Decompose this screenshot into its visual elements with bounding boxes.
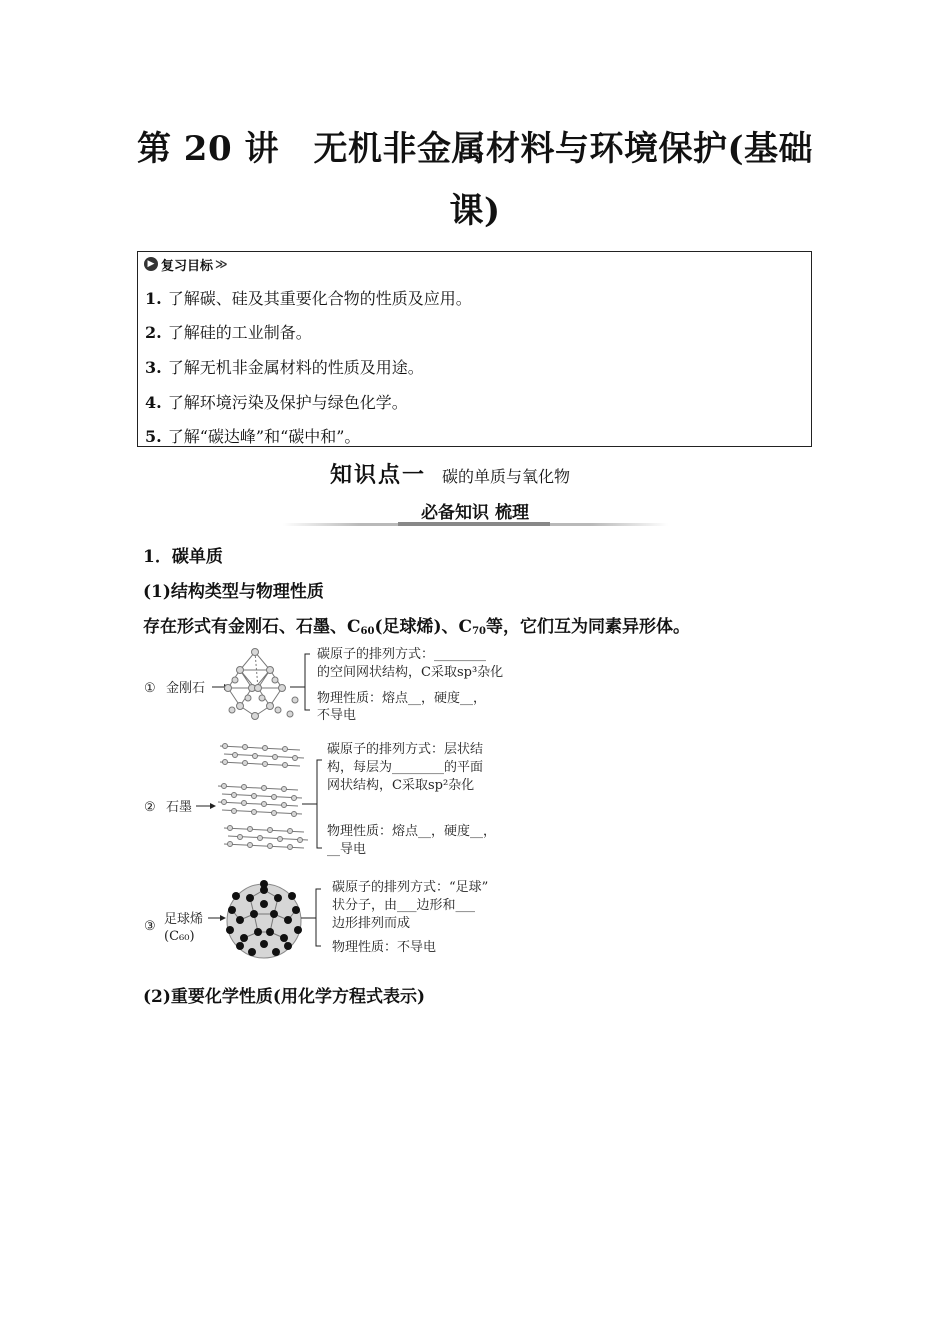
knowledge-point-topic: 碳的单质与氧化物 (442, 467, 571, 486)
graphite-marker: ② (144, 800, 156, 815)
arrow-head (220, 915, 226, 921)
goal-number: 2. (145, 323, 162, 342)
diamond-arrangement-1: 碳原子的排列方式：________ (317, 647, 487, 662)
goal-number: 4. (145, 393, 162, 412)
review-goals-box (137, 251, 812, 447)
graphite-structure-image (218, 744, 308, 850)
subsection-heading: (2)重要化学性质(用化学方程式表示) (143, 987, 426, 1007)
graphite-arrangement-1: 碳原子的排列方式：层状结 (327, 742, 484, 757)
goal-number: 1. (145, 289, 162, 308)
diamond-physical-1: 物理性质：熔点__，硬度__， (317, 691, 487, 706)
fullerene-structure-image (226, 880, 302, 958)
fullerene-arrangement-3: 边形排列而成 (332, 916, 411, 931)
diamond-physical-2: 不导电 (317, 708, 357, 723)
graphite-physical-2: __导电 (327, 842, 367, 857)
graphite-physical-1: 物理性质：熔点__，硬度__， (327, 824, 497, 839)
fullerene-arrangement-2: 状分子，由___边形和___ (332, 898, 476, 913)
graphite-name: 石墨 (166, 800, 193, 815)
play-icon: ▶ (144, 257, 158, 271)
diamond-group (144, 646, 503, 723)
knowledge-point-heading (330, 458, 570, 489)
bracket (301, 889, 321, 946)
goal-text: 了解环境污染及保护与绿色化学。 (167, 393, 408, 412)
goal-number: 3. (145, 358, 162, 377)
double-chevron-icon: ≫ (215, 257, 228, 271)
title-line-1: 第 20 讲 无机非金属材料与环境保护(基础 (136, 129, 814, 169)
goal-text: 了解硅的工业制备。 (167, 323, 312, 342)
intro-sentence (143, 612, 690, 637)
fullerene-formula: (C₆₀) (164, 929, 195, 944)
review-goals-title: 复习目标 (161, 258, 214, 274)
title-line-2: 课) (449, 191, 501, 231)
intro-text: (足球烯)、C (374, 617, 473, 637)
diamond-marker: ① (144, 681, 156, 696)
fullerene-physical: 物理性质：不导电 (332, 940, 437, 955)
diamond-name: 金刚石 (166, 681, 206, 696)
carbon-allotropes-figure (140, 640, 540, 970)
goal-number: 5. (145, 427, 162, 446)
goal-item (145, 424, 360, 447)
review-goals-header (144, 254, 228, 274)
fullerene-arrangement-1: 碳原子的排列方式：“足球” (332, 880, 489, 895)
goal-text: 了解碳、硅及其重要化合物的性质及应用。 (167, 289, 472, 308)
subsection-heading: (1)结构类型与物理性质 (143, 582, 324, 602)
subscript: 70 (472, 626, 486, 637)
intro-text: 存在形式有金刚石、石墨、C (143, 617, 361, 637)
bracket (302, 760, 322, 848)
subscript: 60 (360, 626, 375, 637)
subheading: 必备知识 梳理 (421, 503, 529, 523)
graphite-arrangement-2: 构，每层为________的平面 (327, 760, 484, 775)
fullerene-marker: ③ (144, 919, 156, 934)
goal-item (145, 286, 472, 309)
intro-text: 等，它们互为同素异形体。 (486, 617, 690, 637)
diamond-structure-image (225, 649, 299, 720)
knowledge-point-label: 知识点一 (330, 463, 427, 488)
fullerene-name: 足球烯 (164, 912, 204, 927)
goal-text: 了解无机非金属材料的性质及用途。 (167, 358, 424, 377)
section-heading: 1．碳单质 (143, 547, 223, 567)
goal-item (145, 320, 312, 343)
fullerene-group (144, 879, 488, 958)
goal-item (145, 390, 408, 413)
graphite-arrangement-3: 网状结构，C采取sp²杂化 (327, 778, 475, 793)
goal-text: 了解“碳达峰”和“碳中和”。 (167, 427, 361, 446)
page-title (130, 118, 820, 242)
arrow-head (210, 803, 216, 809)
diamond-arrangement-2: 的空间网状结构，C采取sp³杂化 (317, 665, 504, 680)
goal-item (145, 355, 424, 378)
graphite-group (144, 741, 496, 857)
